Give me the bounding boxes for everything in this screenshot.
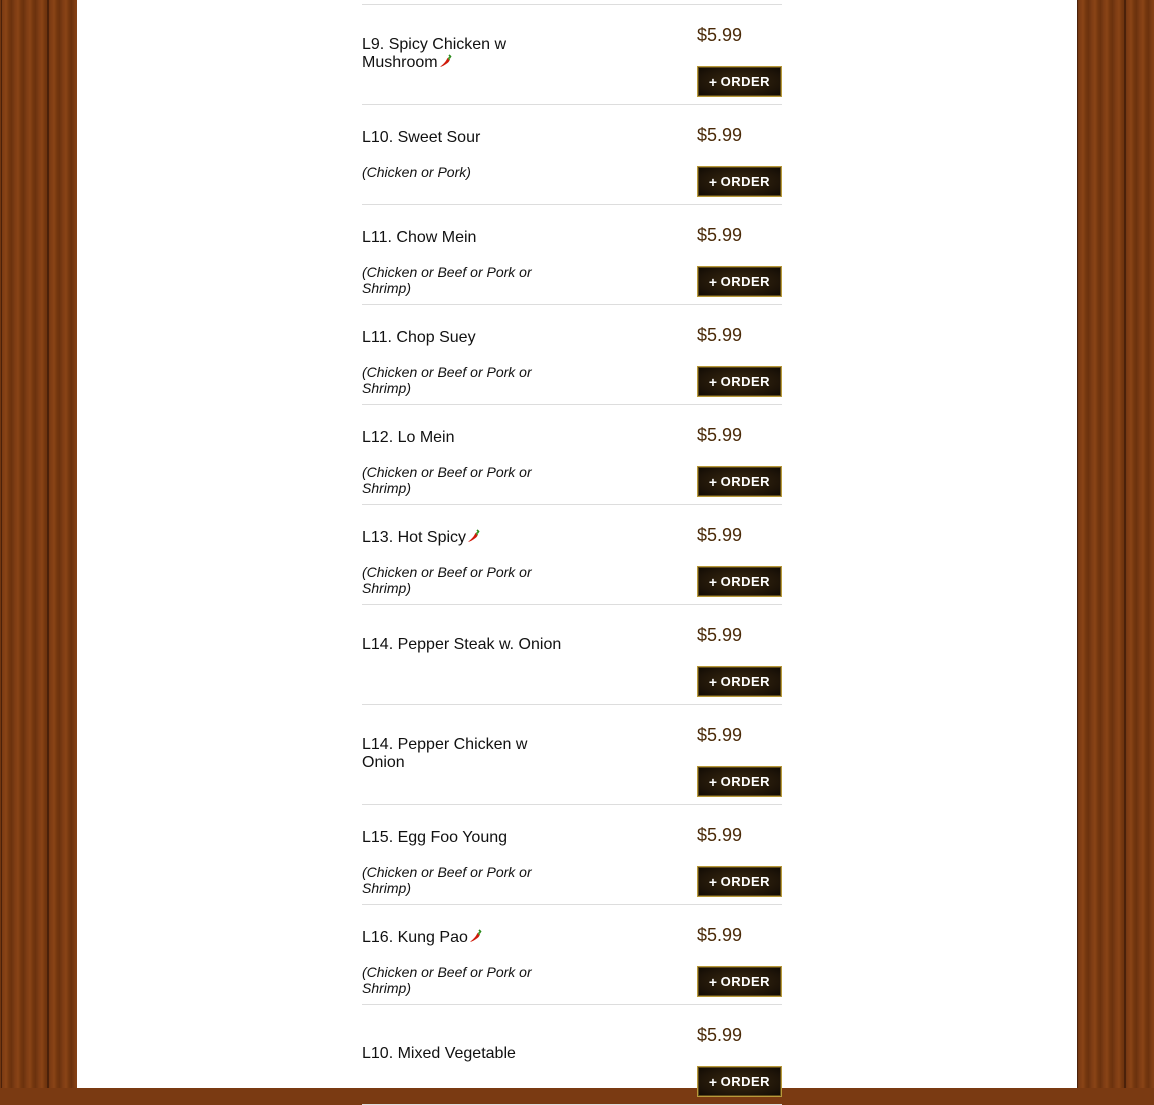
order-button-label: ORDER <box>720 574 771 589</box>
page-content <box>77 0 1077 1088</box>
menu-item-name-text: L14. Pepper Chicken w Onion <box>362 736 528 771</box>
order-button[interactable] <box>697 66 782 97</box>
menu-list <box>362 0 782 1105</box>
menu-item-name <box>362 529 572 547</box>
plus-icon: + <box>708 173 718 190</box>
menu-item-name <box>362 829 572 847</box>
menu-item-price: $5.99 <box>696 625 743 645</box>
order-button[interactable] <box>697 266 782 297</box>
menu-item <box>362 305 782 405</box>
chili-pepper-icon <box>439 54 452 68</box>
order-button-label: ORDER <box>720 174 771 189</box>
menu-item-name-text: L11. Chop Suey <box>362 329 476 346</box>
order-button[interactable] <box>697 466 782 497</box>
menu-item-price: $5.99 <box>696 125 743 145</box>
menu-item-price: $5.99 <box>696 725 743 745</box>
menu-item-description: (Chicken or Beef or Pork or Shrimp) <box>362 964 532 996</box>
menu-item-price: $5.99 <box>696 25 743 45</box>
menu-item-name-text: L16. Kung Pao <box>362 929 468 946</box>
menu-item-price: $5.99 <box>696 325 743 345</box>
plus-icon: + <box>708 573 718 590</box>
order-button[interactable] <box>697 566 782 597</box>
order-button[interactable] <box>697 166 782 197</box>
menu-item-description: (Chicken or Beef or Pork or Shrimp) <box>362 364 532 396</box>
menu-item-description: (Chicken or Beef or Pork or Shrimp) <box>362 264 532 296</box>
menu-item-description: (Chicken or Pork) <box>362 164 471 180</box>
menu-item-price: $5.99 <box>696 425 743 445</box>
menu-item-price: $5.99 <box>696 825 743 845</box>
menu-item <box>362 5 782 105</box>
order-button-label: ORDER <box>720 74 771 89</box>
order-button[interactable] <box>697 866 782 897</box>
menu-item-name <box>362 1045 572 1063</box>
menu-item-name <box>362 329 572 347</box>
wood-border-left <box>0 0 77 1088</box>
menu-item-price: $5.99 <box>696 525 743 545</box>
order-button-label: ORDER <box>720 1074 771 1089</box>
plus-icon: + <box>708 473 718 490</box>
menu-item-price: $5.99 <box>696 925 743 945</box>
order-button-label: ORDER <box>720 374 771 389</box>
menu-item-name-text: L11. Chow Mein <box>362 229 477 246</box>
order-button[interactable] <box>697 766 782 797</box>
plus-icon: + <box>708 773 718 790</box>
menu-item <box>362 705 782 805</box>
menu-item-name-text: L10. Sweet Sour <box>362 129 481 146</box>
order-button-label: ORDER <box>720 774 771 789</box>
menu-item-name-text: L12. Lo Mein <box>362 429 455 446</box>
menu-item-price: $5.99 <box>696 1025 743 1045</box>
menu-item <box>362 505 782 605</box>
menu-item-name-text: L15. Egg Foo Young <box>362 829 508 846</box>
plus-icon: + <box>708 973 718 990</box>
menu-item <box>362 205 782 305</box>
menu-item-name-text: L14. Pepper Steak w. Onion <box>362 636 562 653</box>
menu-item <box>362 905 782 1005</box>
menu-item-name-text: L13. Hot Spicy <box>362 529 467 546</box>
menu-item-description: (Chicken or Beef or Pork or Shrimp) <box>362 464 532 496</box>
menu-item-name <box>362 229 572 247</box>
plus-icon: + <box>708 1073 718 1090</box>
chili-pepper-icon <box>467 529 480 543</box>
menu-item-name <box>362 36 572 72</box>
menu-item-price: $5.99 <box>696 225 743 245</box>
plus-icon: + <box>708 73 718 90</box>
wood-border-right <box>1077 0 1154 1088</box>
menu-item-name <box>362 636 572 654</box>
menu-item <box>362 605 782 705</box>
menu-item-name-text: L10. Mixed Vegetable <box>362 1045 516 1062</box>
order-button[interactable] <box>697 366 782 397</box>
menu-item-name <box>362 129 572 147</box>
chili-pepper-icon <box>469 929 482 943</box>
menu-item-name-text: L9. Spicy Chicken w Mushroom <box>362 36 507 71</box>
menu-item <box>362 105 782 205</box>
plus-icon: + <box>708 373 718 390</box>
order-button-label: ORDER <box>720 274 771 289</box>
menu-item-name <box>362 429 572 447</box>
menu-item-description: (Chicken or Beef or Pork or Shrimp) <box>362 864 532 896</box>
menu-item-name <box>362 929 572 947</box>
menu-item <box>362 805 782 905</box>
order-button[interactable] <box>697 1066 782 1097</box>
menu-item <box>362 1005 782 1105</box>
menu-item-name <box>362 736 572 772</box>
order-button[interactable] <box>697 966 782 997</box>
menu-item <box>362 405 782 505</box>
order-button-label: ORDER <box>720 474 771 489</box>
order-button[interactable] <box>697 666 782 697</box>
order-button-label: ORDER <box>720 874 771 889</box>
order-button-label: ORDER <box>720 974 771 989</box>
plus-icon: + <box>708 273 718 290</box>
plus-icon: + <box>708 673 718 690</box>
menu-item-description: (Chicken or Beef or Pork or Shrimp) <box>362 564 532 596</box>
plus-icon: + <box>708 873 718 890</box>
order-button-label: ORDER <box>720 674 771 689</box>
